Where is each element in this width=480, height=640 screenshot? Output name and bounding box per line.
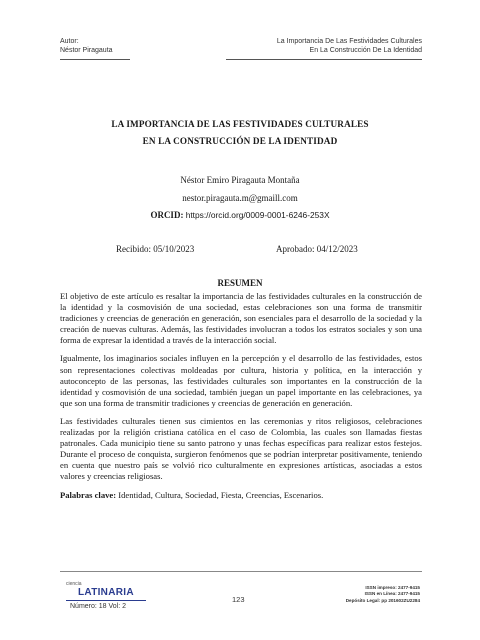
article-title	[60, 116, 420, 150]
header-title-line2: En La Construcción De La Identidad	[309, 47, 422, 54]
issue-number: Número: 18 Vol: 2	[70, 603, 127, 610]
logo-wordmark: LATINARIA	[78, 587, 134, 598]
author-name: Néstor Emiro Piragauta Montaña	[180, 175, 300, 185]
header-author-label: Autor:	[60, 38, 79, 45]
issn-block	[310, 585, 420, 604]
article-title-line2: EN LA CONSTRUCCIÓN DE LA IDENTIDAD	[142, 136, 338, 146]
logo-underline	[66, 600, 146, 601]
approved-date: Aprobado: 04/12/2023	[276, 244, 358, 254]
article-title-line1: LA IMPORTANCIA DE LAS FESTIVIDADES CULTURALES	[111, 119, 369, 129]
abstract-heading: RESUMEN	[217, 278, 263, 288]
author-email[interactable]: nestor.piragauta.m@gmaill.com	[182, 193, 298, 203]
abstract-paragraph: Las festividades culturales tienen sus cimientos en las ceremonias y ritos religiosos, celebraciones realizadas por la religión cristiana católica en el caso de Colombia, las cuales son llamadas fiestas patronales. Cada municipio tiene su santo patrono y unas fechas específicas para realizar estos festejos. Durante el proceso de conquista, surgieron fenómenos que se podrían interpretar positivamente, teniendo en cuenta que nuestro país se volvió rico culturalmente en expresiones artísticas, asociadas a estos valores y creencias religiosas.	[60, 415, 422, 482]
issn-online: ISSN en Línea: 2477-9415	[364, 591, 420, 597]
keywords-label: Palabras clave:	[60, 489, 117, 500]
keywords-list: Identidad, Cultura, Sociedad, Fiesta, Creencias, Escenarios.	[116, 489, 324, 500]
running-header-left	[60, 37, 113, 55]
header-right-rule	[226, 59, 422, 60]
orcid-line	[60, 210, 420, 220]
header-left-rule	[60, 59, 130, 60]
legal-deposit: Depósito Legal: pp 201602ZU2284	[345, 597, 420, 603]
orcid-link[interactable]: https://orcid.org/0009-0001-6246-253X	[185, 210, 330, 220]
journal-logo	[66, 581, 148, 603]
orcid-label: ORCID:	[150, 210, 184, 220]
header-author-name: Néstor Piragauta	[60, 47, 113, 54]
abstract-paragraph: Igualmente, los imaginarios sociales influyen en la percepción y el desarrollo de las festividades, estos son representaciones colectivas moldeadas por cultura, historia y política, en la interacción y autoconcepto de las personas, las festividades culturales son importantes en la construcción de la identidad y cosmovisión de una sociedad, también juegan un papel importante en las celebraciones, ya que son una forma de transmitir tradiciones y creencias de generación en generación.	[60, 353, 422, 408]
page-footer	[60, 571, 422, 617]
header-title-line1: La Importancia De Las Festividades Culturales	[276, 38, 422, 45]
issn-print: ISSN impreso: 2477-9415	[365, 585, 420, 590]
abstract-body	[60, 291, 422, 508]
abstract-paragraph: El objetivo de este artículo es resaltar la importancia de las festividades culturales en la construcción de la identidad y la cosmovisión de una sociedad, estas celebraciones son una forma de transmitir tradiciones y creencias de generación en generación, son esenciales para el desarrollo de la sociedad y la creación de nuevas culturas. Además, las festividades involucran a todos los estratos sociales y son una forma de expresar la identidad a través de la interacción social.	[60, 291, 422, 346]
received-date: Recibido: 05/10/2023	[116, 244, 195, 254]
footer-rule	[60, 571, 422, 572]
page-number: 123	[232, 595, 245, 604]
logo-tagline: ciencia	[66, 581, 82, 587]
keywords-line	[60, 490, 422, 501]
running-header-right	[222, 37, 422, 55]
